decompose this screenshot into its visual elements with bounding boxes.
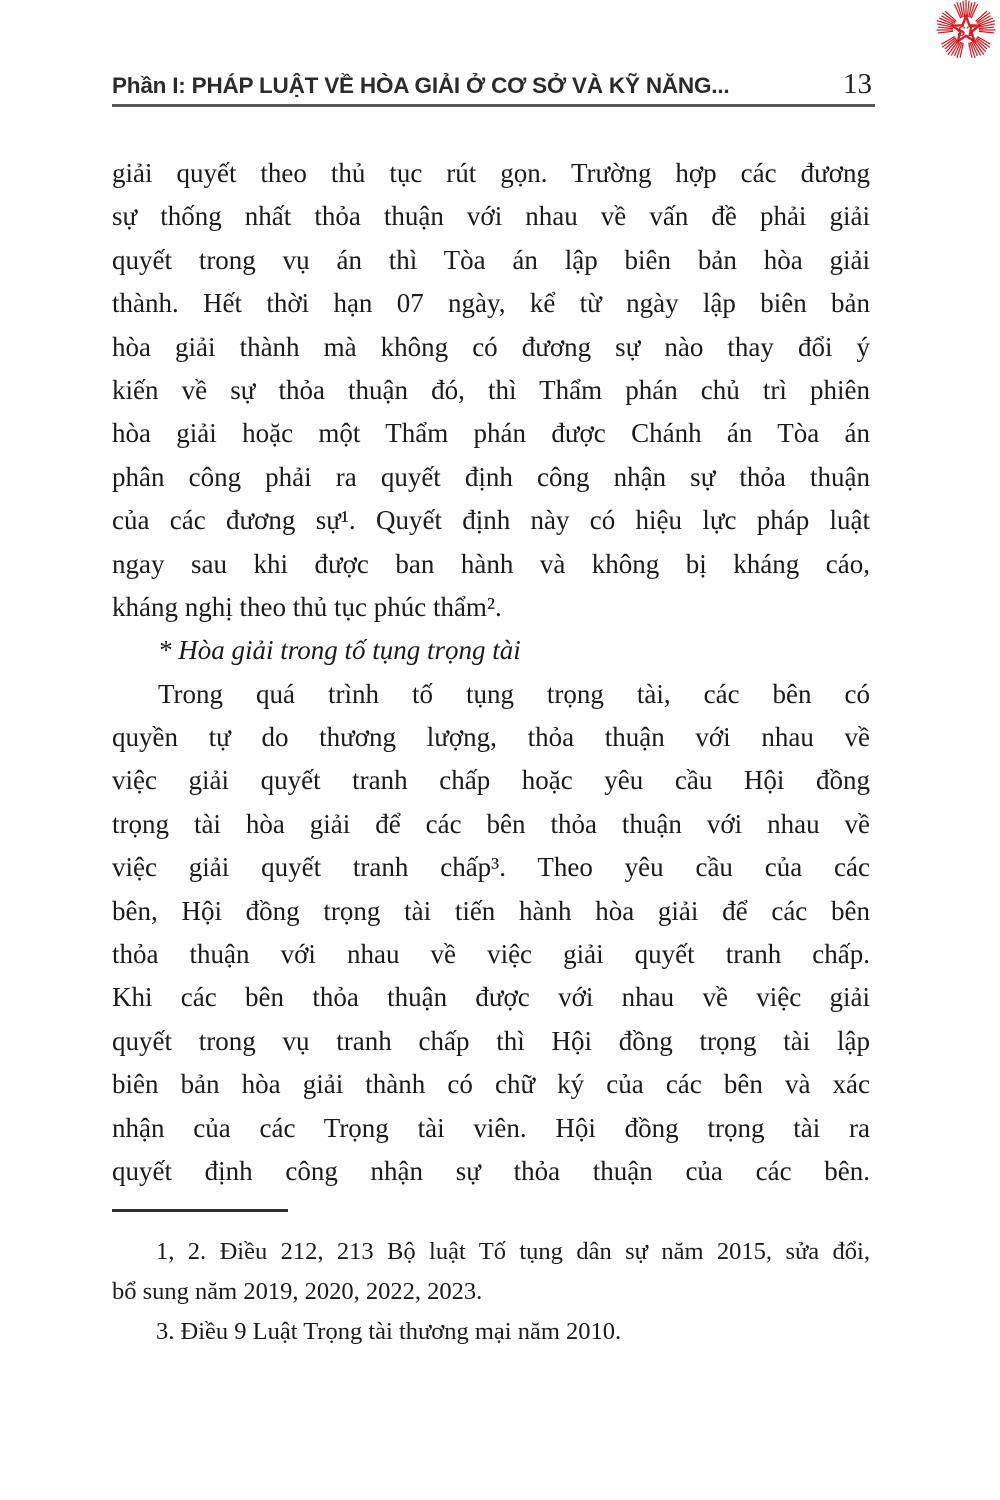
body-line: việc giải quyết tranh chấp³. Theo yêu cầu của các <box>112 852 870 883</box>
body-line: hòa giải thành mà không có đương sự nào thay đổi ý <box>112 331 870 362</box>
body-line: bên, Hội đồng trọng tài tiến hành hòa giải để các bên <box>112 895 870 926</box>
body-line: thành. Hết thời hạn 07 ngày, kể từ ngày lập biên bản <box>112 288 870 319</box>
footnotes <box>112 1232 870 1352</box>
body-line: quyết định công nhận sự thỏa thuận của các bên. <box>112 1155 870 1186</box>
body-line: quyết trong vụ án thì Tòa án lập biên bản hòa giải <box>112 244 870 275</box>
body-line: giải quyết theo thủ tục rút gọn. Trường hợp các đương <box>112 158 870 188</box>
body-line: hòa giải hoặc một Thẩm phán được Chánh án Tòa án <box>112 418 870 449</box>
publisher-star-logo <box>928 0 1000 64</box>
body-line: kiến về sự thỏa thuận đó, thì Thẩm phán chủ trì phiên <box>112 374 870 405</box>
body-line: thỏa thuận với nhau về việc giải quyết tranh chấp. <box>112 939 870 970</box>
body-line: biên bản hòa giải thành có chữ ký của các bên và xác <box>112 1069 870 1100</box>
footnote-line: 1, 2. Điều 212, 213 Bộ luật Tố tụng dân sự năm 2015, sửa đổi, <box>156 1238 870 1265</box>
header-rule <box>112 104 875 107</box>
running-header <box>112 68 872 101</box>
body-line: sự thống nhất thỏa thuận với nhau về vấn đề phải giải <box>112 201 870 232</box>
body-line: kháng nghị theo thủ tục phúc thẩm². <box>112 591 502 622</box>
footnote-divider <box>112 1209 288 1212</box>
body-line: ngay sau khi được ban hành và không bị kháng cáo, <box>112 548 870 579</box>
body-line: trọng tài hòa giải để các bên thỏa thuận với nhau về <box>112 808 870 839</box>
italic-subheading: * Hòa giải trong tố tụng trọng tài <box>158 635 521 666</box>
body-line: nhận của các Trọng tài viên. Hội đồng trọng tài ra <box>112 1112 870 1143</box>
page-number: 13 <box>843 68 872 100</box>
body-line: Khi các bên thỏa thuận được với nhau về việc giải <box>112 982 870 1013</box>
body-line: Trong quá trình tố tụng trọng tài, các bên có <box>158 678 870 709</box>
logo-monogram: ST <box>957 24 975 40</box>
body-line: việc giải quyết tranh chấp hoặc yêu cầu Hội đồng <box>112 765 870 796</box>
body-line: quyết trong vụ tranh chấp thì Hội đồng trọng tài lập <box>112 1025 870 1056</box>
header-title: Phần I: PHÁP LUẬT VỀ HÒA GIẢI Ở CƠ SỞ VÀ KỸ NĂNG... <box>112 73 730 98</box>
footnote-line: 3. Điều 9 Luật Trọng tài thương mại năm 2010. <box>156 1318 622 1345</box>
footnote-line: bổ sung năm 2019, 2020, 2022, 2023. <box>112 1278 483 1305</box>
body-line: quyền tự do thương lượng, thỏa thuận với nhau về <box>112 722 870 753</box>
body-line: phân công phải ra quyết định công nhận sự thỏa thuận <box>112 461 870 492</box>
body-line: của các đương sự¹. Quyết định này có hiệu lực pháp luật <box>112 505 870 536</box>
body-text <box>112 152 870 1193</box>
